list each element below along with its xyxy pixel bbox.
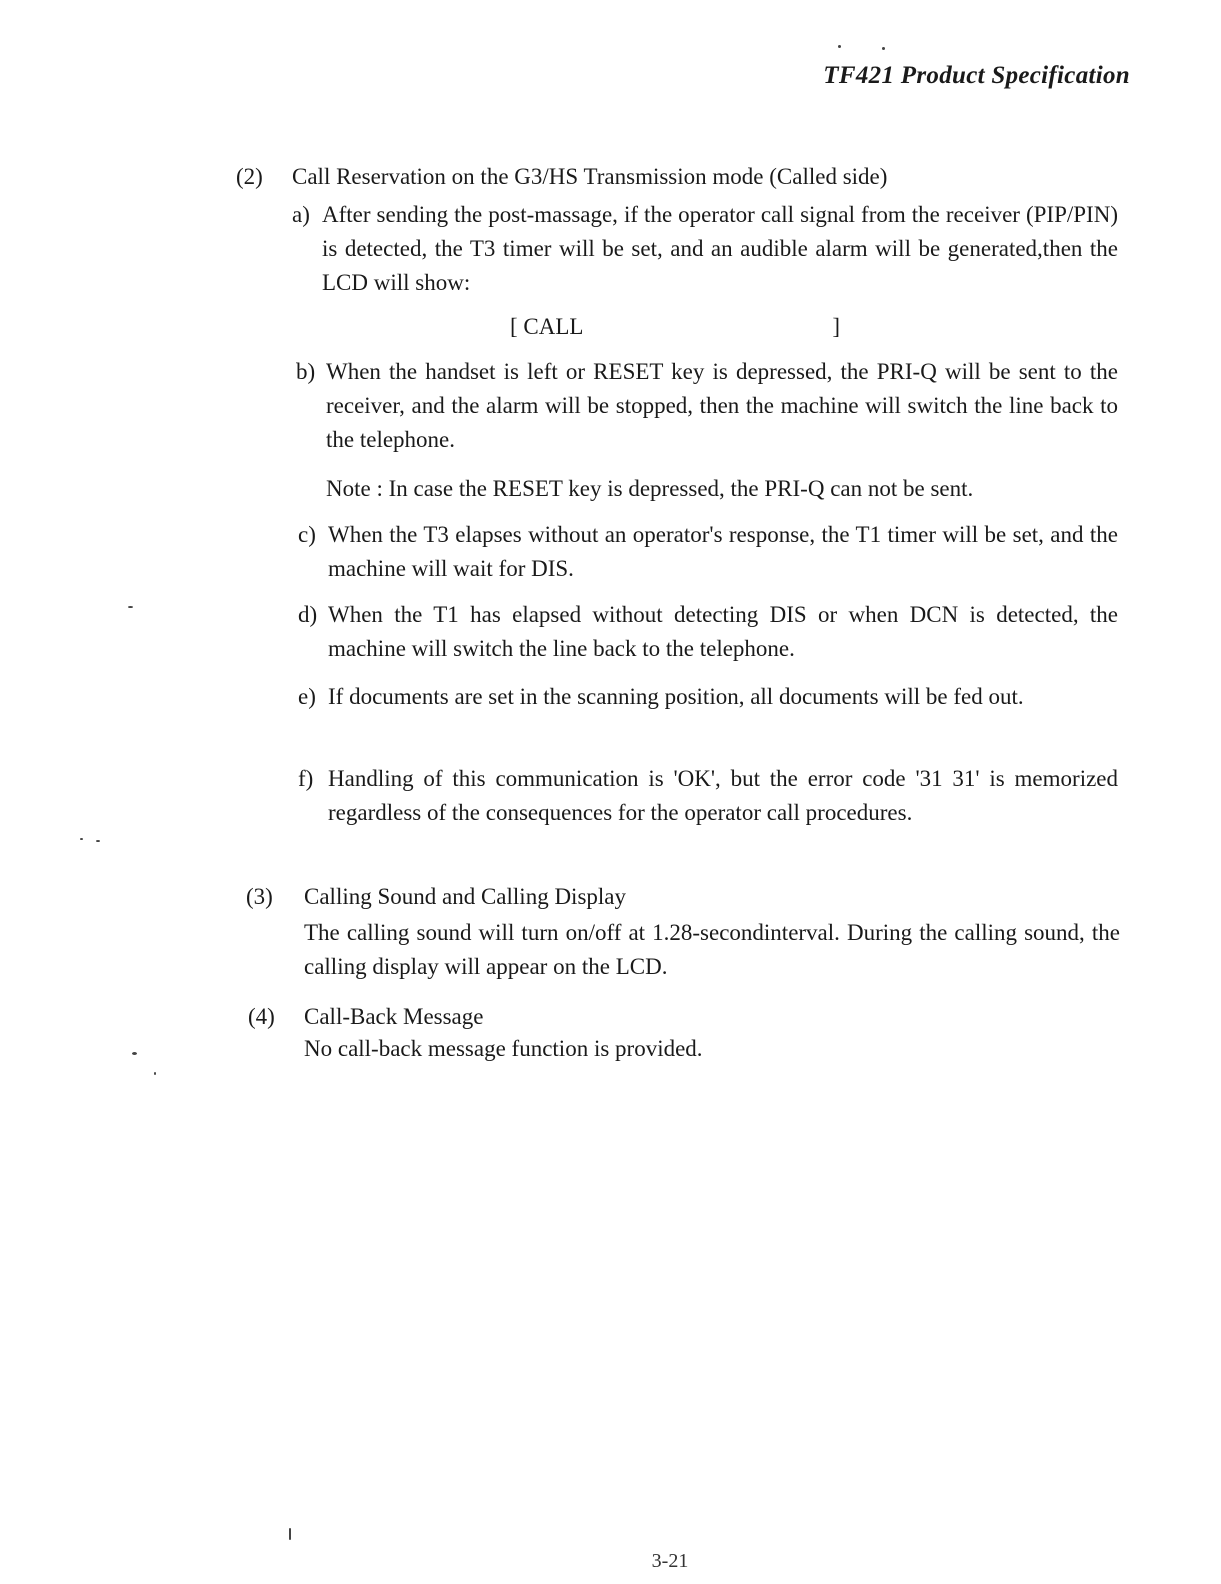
item-text: Handling of this communication is 'OK', but the error code '31 31' is memorized regardless of the consequences for the operator call procedures. — [328, 766, 1118, 825]
section-4 — [248, 1000, 1120, 1070]
lcd-display-text — [510, 310, 840, 344]
item-letter: b) — [296, 359, 316, 384]
section-number: (4) — [248, 1004, 275, 1029]
scan-speck — [80, 838, 83, 840]
section-title: Call-Back Message — [304, 1004, 484, 1029]
page-header-title: TF421 Product Specification — [823, 62, 1130, 89]
item-letter: a) — [292, 202, 310, 227]
scan-speck — [96, 840, 100, 842]
scan-speck — [154, 1072, 156, 1075]
section-2-heading — [236, 160, 1116, 194]
item-text: If documents are set in the scanning position, all documents will be fed out. — [328, 684, 1024, 709]
lcd-call-text: [ CALL — [510, 314, 584, 339]
list-item-e — [298, 680, 1118, 750]
list-item-a — [292, 198, 1118, 302]
scan-speck — [128, 606, 133, 608]
list-item-b — [296, 355, 1118, 459]
list-item-f — [298, 762, 1118, 866]
page-number: 3-21 — [651, 1550, 689, 1572]
item-letter: f) — [298, 766, 314, 791]
scan-speck — [838, 45, 841, 48]
item-letter: d) — [298, 602, 318, 627]
list-item-c — [298, 518, 1118, 588]
scan-speck — [132, 1052, 137, 1055]
section-number: (3) — [246, 884, 273, 909]
section-title: Calling Sound and Calling Display — [304, 884, 626, 909]
section-3 — [246, 880, 1120, 990]
item-text: When the handset is left or RESET key is depressed, the PRI-Q will be sent to the receiver, and the alarm will be stopped, then the machine will switch the line back to the telephone. — [326, 359, 1118, 452]
scan-speck — [289, 1528, 291, 1540]
section-number: (2) — [236, 164, 263, 189]
note-text: Note : In case the RESET key is depressed, the PRI-Q can not be sent. — [326, 476, 974, 501]
section-body: The calling sound will turn on/off at 1.28-secondinterval. During the calling sound, the calling display will appear on the LCD. — [304, 920, 1120, 979]
item-text: When the T3 elapses without an operator's response, the T1 timer will be set, and the machine will wait for DIS. — [328, 522, 1118, 581]
item-letter: e) — [298, 684, 316, 709]
item-text: After sending the post-massage, if the operator call signal from the receiver (PIP/PIN) is detected, the T3 timer will be set, and an audible alarm will be generated,then the LCD will show: — [322, 202, 1118, 295]
scan-speck — [882, 47, 885, 50]
item-text: When the T1 has elapsed without detecting DIS or when DCN is detected, the machine will switch the line back to the telephone. — [328, 602, 1118, 661]
item-letter: c) — [298, 522, 316, 547]
section-title: Call Reservation on the G3/HS Transmission mode (Called side) — [292, 164, 888, 189]
section-body: No call-back message function is provided. — [304, 1036, 703, 1061]
list-item-d — [298, 598, 1118, 668]
lcd-close-bracket: ] — [832, 314, 840, 339]
